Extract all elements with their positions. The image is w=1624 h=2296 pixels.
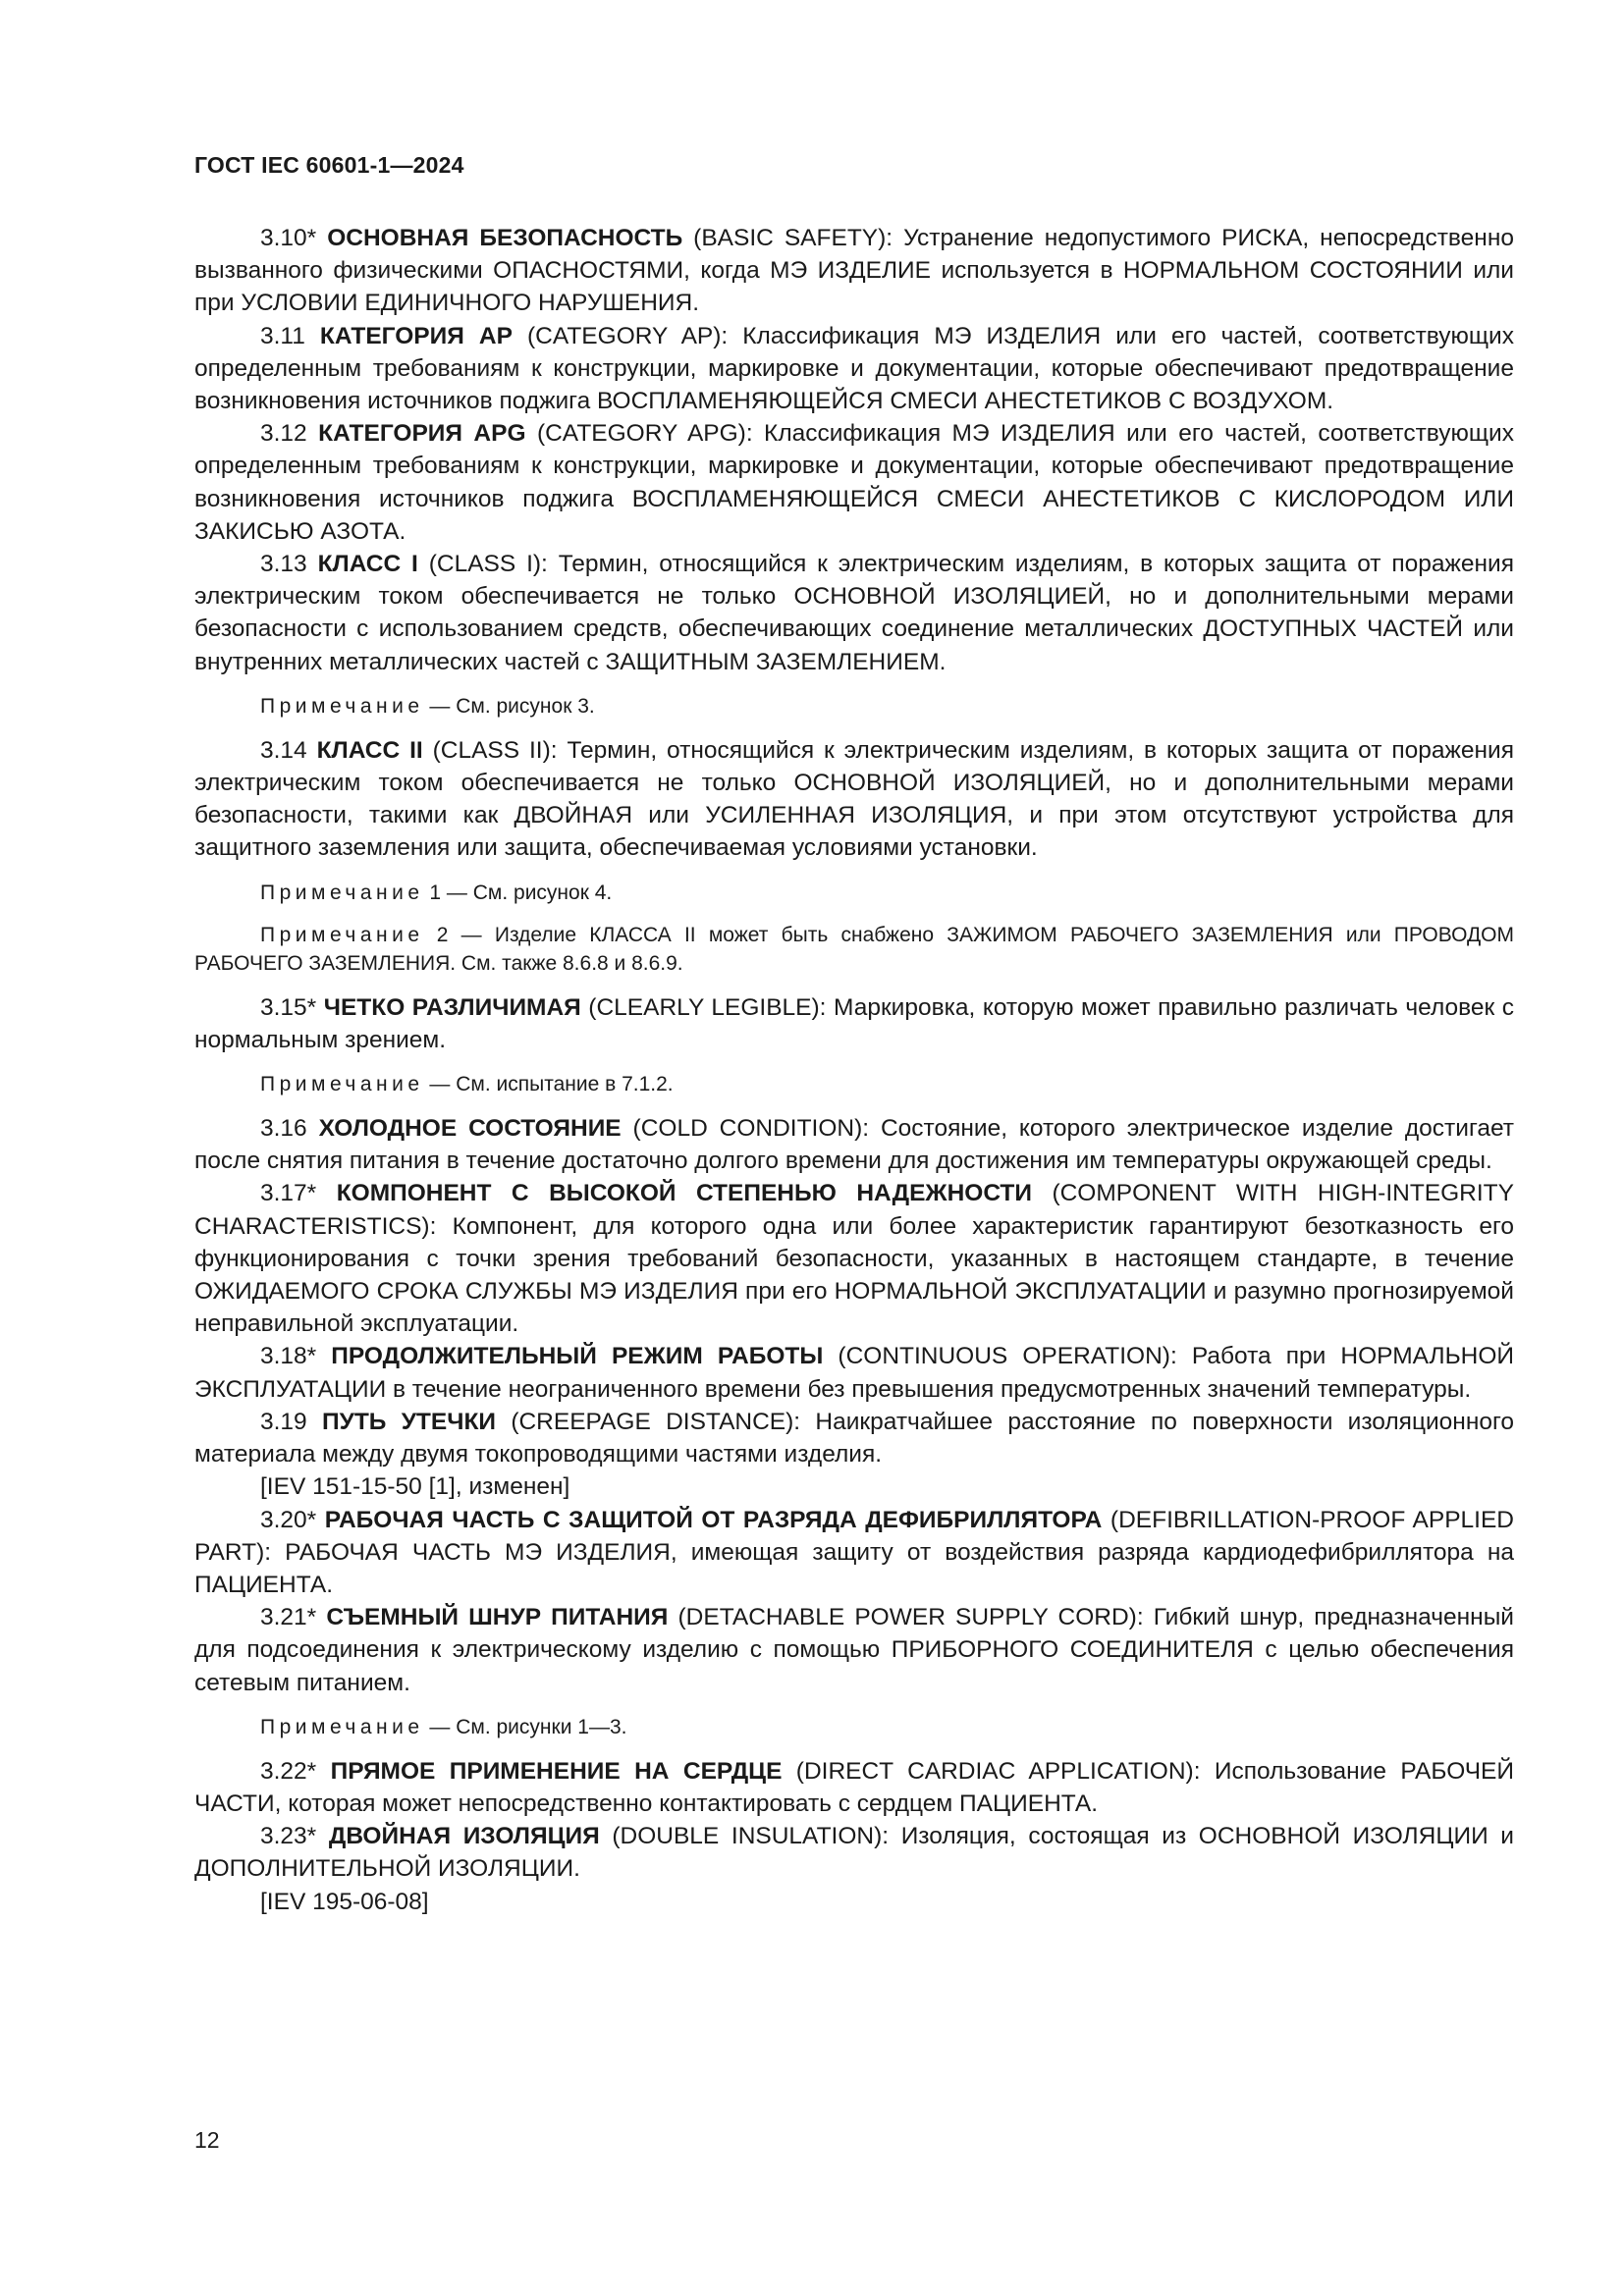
defined-term: КАТЕГОРИЯ АР [319, 322, 513, 349]
note-paragraph [194, 1713, 1514, 1741]
clause-number: 3.18* [260, 1343, 317, 1370]
definition-text: (DETACHABLE POWER SUPPLY CORD): Гибкий шнур, предназначенный для подсоединения к электрическому изделию с помощью ПРИБОРНОГО СОЕДИНИТЕЛЯ с целью обеспечения сетевым питанием. [194, 1604, 1514, 1696]
definition-paragraph [194, 991, 1514, 1056]
definition-text: (DEFIBRILLATION-PROOF APPLIED PART): РАБОЧАЯ ЧАСТЬ МЭ ИЗДЕЛИЯ, имеющая защиту от воздействия разряда кардиодефибриллятора на ПАЦИЕНТА. [194, 1506, 1515, 1598]
defined-term: ПУТЬ УТЕЧКИ [321, 1408, 497, 1435]
defined-term: ОСНОВНАЯ БЕЗОПАСНОСТЬ [327, 225, 683, 251]
defined-term: СЪЕМНЫЙ ШНУР ПИТАНИЯ [326, 1604, 669, 1631]
note-text: — См. рисунки 1—3. [423, 1715, 627, 1738]
clause-number: 3.20* [260, 1506, 317, 1533]
definition-text: (CONTINUOUS OPERATION): Работа при НОРМАЛЬНОЙ ЭКСПЛУАТАЦИИ в течение неограниченного времени без превышения предусмотренных значений температуры. [194, 1343, 1515, 1403]
note-label: Примечание [260, 923, 424, 946]
source-reference: [IEV 195-06-08] [260, 1888, 429, 1915]
definition-text: (COLD CONDITION): Состояние, которого электрическое изделие достигает после снятия питания в течение достаточно долгого времени для достижения им температуры окружающей среды. [194, 1115, 1514, 1175]
defined-term: КЛАСС II [316, 736, 423, 764]
definition-text: (DOUBLE INSULATION): Изоляция, состоящая из ОСНОВНОЙ ИЗОЛЯЦИИ и ДОПОЛНИТЕЛЬНОЙ ИЗОЛЯЦИИ. [194, 1823, 1514, 1883]
clause-number: 3.10* [260, 225, 317, 251]
definition-text: (DIRECT CARDIAC APPLICATION): Использование РАБОЧЕЙ ЧАСТИ, которая может непосредственно контактировать с сердцем ПАЦИЕНТА. [194, 1757, 1514, 1817]
note-label: Примечание [260, 694, 424, 718]
clause-number: 3.22* [260, 1757, 317, 1785]
definition-paragraph [194, 734, 1514, 865]
clause-number: 3.19 [260, 1408, 307, 1435]
clause-number: 3.23* [260, 1823, 317, 1850]
note-label: Примечание [260, 881, 424, 904]
defined-term: КОМПОНЕНТ С ВЫСОКОЙ СТЕПЕНЬЮ НАДЕЖНОСТИ [336, 1180, 1032, 1207]
note-paragraph [194, 692, 1514, 721]
document-body [194, 222, 1514, 1918]
note-paragraph [194, 1070, 1514, 1098]
definition-paragraph [194, 222, 1514, 320]
note-text: — См. рисунок 3. [423, 694, 595, 718]
clause-number: 3.15* [260, 993, 317, 1021]
definition-paragraph [194, 1504, 1514, 1602]
definition-text: (CATEGORY AP): Классификация МЭ ИЗДЕЛИЯ или его частей, соответствующих определенным требованиям к конструкции, маркировке и документации, которые обеспечивают предотвращение возникновения источников поджига ВОСПЛАМЕНЯЮЩЕЙСЯ СМЕСИ АНЕСТЕТИКОВ С ВОЗДУХОМ. [194, 322, 1514, 415]
clause-number: 3.13 [260, 551, 307, 578]
defined-term: ЧЕТКО РАЗЛИЧИМАЯ [323, 993, 581, 1021]
note-paragraph [194, 921, 1514, 978]
definition-paragraph [194, 1112, 1514, 1177]
definition-text: (COMPONENT WITH HIGH-INTEGRITY CHARACTERISTICS): Компонент, для которого одна или более характеристик гарантируют безотказность его функционирования с точки зрения требований безопасности, указанных в настоящем стандарте, в течение ОЖИДАЕМОГО СРОКА СЛУЖБЫ МЭ ИЗДЕЛИЯ при его НОРМАЛЬНОЙ ЭКСПЛУАТАЦИИ и разумно прогнозируемой неправильной эксплуатации. [194, 1180, 1514, 1338]
defined-term: КЛАСС I [317, 551, 418, 578]
definition-paragraph [194, 1601, 1514, 1699]
definition-paragraph [194, 417, 1514, 548]
definition-paragraph [194, 1755, 1514, 1820]
clause-number: 3.16 [260, 1115, 307, 1143]
clause-number: 3.21* [260, 1604, 317, 1631]
note-text: — См. испытание в 7.1.2. [423, 1073, 674, 1096]
definition-text: (CREEPAGE DISTANCE): Наикратчайшее расстояние по поверхности изоляционного материала между двумя токопроводящими частями изделия. [194, 1408, 1515, 1468]
note-label: Примечание [260, 1715, 424, 1738]
definition-paragraph [194, 548, 1514, 678]
clause-number: 3.12 [260, 420, 307, 448]
definition-text: (BASIC SAFETY): Устранение недопустимого РИСКА, непосредственно вызванного физическими ОПАСНОСТЯМИ, когда МЭ ИЗДЕЛИЕ используется в НОРМАЛЬНОМ СОСТОЯНИИ или при УСЛОВИИ ЕДИНИЧНОГО НАРУШЕНИЯ. [194, 225, 1514, 317]
definition-paragraph [194, 1340, 1514, 1405]
note-label: Примечание [260, 1073, 424, 1096]
clause-number: 3.17* [260, 1180, 317, 1207]
clause-number: 3.11 [260, 322, 305, 349]
clause-number: 3.14 [260, 736, 307, 764]
defined-term: РАБОЧАЯ ЧАСТЬ С ЗАЩИТОЙ ОТ РАЗРЯДА ДЕФИБРИЛЛЯТОРА [324, 1506, 1103, 1533]
note-paragraph [194, 879, 1514, 907]
definition-paragraph [194, 1177, 1514, 1340]
note-text: 1 — См. рисунок 4. [423, 881, 613, 904]
source-reference: [IEV 151-15-50 [1], изменен] [260, 1473, 570, 1501]
document-header: ГОСТ IEC 60601-1—2024 [194, 152, 464, 178]
page-number: 12 [194, 2127, 220, 2153]
definition-text: (CLASS I): Термин, относящийся к электрическим изделиям, в которых защита от поражения электрическим током обеспечивается не только ОСНОВНОЙ ИЗОЛЯЦИЕЙ, но и дополнительными мерами безопасности с использованием средств, обеспечивающих соединение металлических ДОСТУПНЫХ ЧАСТЕЙ или внутренних металлических частей с ЗАЩИТНЫМ ЗАЗЕМЛЕНИЕМ. [194, 551, 1515, 675]
defined-term: ДВОЙНАЯ ИЗОЛЯЦИЯ [328, 1823, 600, 1850]
definition-paragraph [194, 1406, 1514, 1470]
defined-term: КАТЕГОРИЯ APG [318, 420, 526, 448]
definition-text: (CLEARLY LEGIBLE): Маркировка, которую может правильно различать человек с нормальным зрением. [194, 993, 1514, 1053]
defined-term: ПРЯМОЕ ПРИМЕНЕНИЕ НА СЕРДЦЕ [330, 1757, 783, 1785]
defined-term: ПРОДОЛЖИТЕЛЬНЫЙ РЕЖИМ РАБОТЫ [331, 1343, 824, 1370]
note-text: 2 — Изделие КЛАССА II может быть снабжено ЗАЖИМОМ РАБОЧЕГО ЗАЗЕМЛЕНИЯ или ПРОВОДОМ РАБОЧЕГО ЗАЗЕМЛЕНИЯ. См. также 8.6.8 и 8.6.9. [194, 923, 1514, 975]
defined-term: ХОЛОДНОЕ СОСТОЯНИЕ [318, 1115, 622, 1143]
definition-paragraph [194, 320, 1514, 418]
definition-text: (CATEGORY APG): Классификация МЭ ИЗДЕЛИЯ или его частей, соответствующих определенным требованиям к конструкции, маркировке и документации, которые обеспечивают предотвращение возникновения источников поджига ВОСПЛАМЕНЯЮЩЕЙСЯ СМЕСИ АНЕСТЕТИКОВ С КИСЛОРОДОМ ИЛИ ЗАКИСЬЮ АЗОТА. [194, 420, 1514, 545]
definition-paragraph [194, 1820, 1514, 1885]
definition-text: (CLASS II): Термин, относящийся к электрическим изделиям, в которых защита от поражения электрическим током обеспечивается не только ОСНОВНОЙ ИЗОЛЯЦИЕЙ, но и дополнительными мерами безопасности, такими как ДВОЙНАЯ или УСИЛЕННАЯ ИЗОЛЯЦИЯ, и при этом отсутствуют устройства для защитного заземления или защита, обеспечиваемая условиями установки. [194, 736, 1514, 862]
